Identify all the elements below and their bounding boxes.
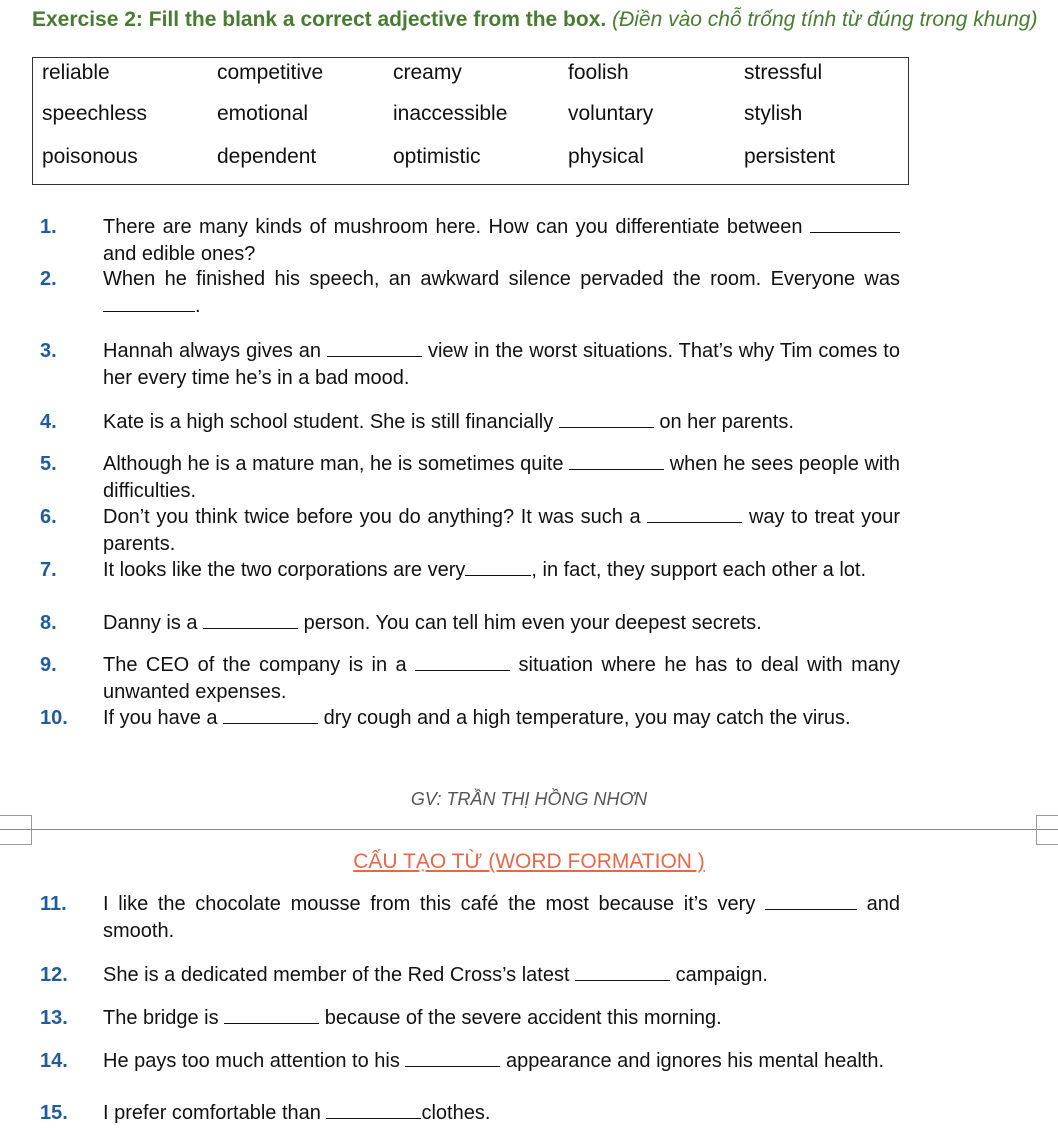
question-text: There are many kinds of mushroom here. How can you differentiate between [103,216,803,238]
answer-blank[interactable] [203,610,298,629]
answer-blank[interactable] [224,1005,319,1024]
question-4 [40,409,900,436]
answer-blank[interactable] [575,962,670,981]
question-number: 14. [40,1050,68,1072]
question-text: If you have a [103,707,218,729]
answer-blank[interactable] [327,338,422,357]
question-number: 13. [40,1007,68,1029]
section-title: CẤU TẠO TỪ (WORD FORMATION ) [353,850,705,873]
teacher-footer: GV: TRẦN THỊ HỒNG NHƠN [410,789,648,809]
question-text: when he sees people with difficulties. [103,453,901,502]
question-5 [40,451,900,505]
word-item: competitive [217,61,324,84]
question-text: dry cough and a high temperature, you may catch the virus. [323,707,851,729]
word-item: stressful [744,61,823,84]
word-item: creamy [393,61,462,84]
word-item: poisonous [42,145,138,168]
question-number: 12. [40,964,68,986]
exercise-title-vietnamese: (Điền vào chỗ trống tính từ đúng trong khung) [612,8,1038,31]
question-text: campaign. [675,964,768,986]
page-corner-left [0,815,32,845]
question-text: Hannah always gives an [103,340,322,362]
word-item: optimistic [393,145,481,168]
question-8 [40,610,900,637]
question-number: 3. [40,340,57,362]
question-text: Danny is a [103,612,198,634]
question-number: 5. [40,453,57,475]
answer-blank[interactable] [647,504,742,523]
question-text: When he finished his speech, an awkward silence pervaded the room. Everyone was [103,268,900,290]
question-text: . [195,295,201,317]
word-item: stylish [744,102,803,125]
word-item: reliable [42,61,110,84]
word-item: inaccessible [393,102,508,125]
word-item: foolish [568,61,629,84]
question-text: situation where he has to deal with many unwanted expenses. [103,654,900,703]
exercise-title [32,6,1052,33]
question-text: on her parents. [659,411,794,433]
question-text: because of the severe accident this morning. [324,1007,722,1029]
question-10 [40,705,900,732]
word-item: speechless [42,102,148,125]
question-text: She is a dedicated member of the Red Cross’s latest [103,964,570,986]
question-13 [40,1005,900,1032]
question-text: clothes. [421,1102,491,1124]
question-text: and smooth. [103,893,901,942]
answer-blank[interactable] [103,293,195,312]
question-14 [40,1048,900,1075]
word-item: dependent [217,145,317,168]
question-2 [40,266,900,320]
question-12 [40,962,900,989]
question-15 [40,1100,900,1127]
question-text: He pays too much attention to his [103,1050,400,1072]
question-number: 2. [40,268,57,290]
question-text: I prefer comfortable than [103,1102,321,1124]
question-number: 4. [40,411,57,433]
answer-blank[interactable] [326,1100,421,1119]
question-text: Although he is a mature man, he is sometimes quite [103,453,564,475]
question-text: appearance and ignores his mental health. [505,1050,885,1072]
question-text: The CEO of the company is in a [103,654,407,676]
question-text: and edible ones? [103,243,256,265]
word-item: physical [568,145,644,168]
question-11 [40,891,900,945]
question-number: 7. [40,559,57,581]
question-text: I like the chocolate mousse from this café the most because it’s very [103,893,756,915]
question-text: Kate is a high school student. She is still financially [103,411,554,433]
word-item: voluntary [568,102,654,125]
word-item: persistent [744,145,836,168]
question-7 [40,557,900,584]
question-9 [40,652,900,706]
question-text: The bridge is [103,1007,219,1029]
answer-blank[interactable] [810,214,900,233]
answer-blank[interactable] [559,409,654,428]
page-divider [0,829,1058,830]
question-number: 1. [40,216,57,238]
question-text: Don’t you think twice before you do anything? It was such a [103,506,641,528]
question-number: 15. [40,1102,68,1124]
question-number: 6. [40,506,57,528]
answer-blank[interactable] [415,652,510,671]
answer-blank[interactable] [569,451,664,470]
answer-blank[interactable] [405,1048,500,1067]
answer-blank[interactable] [765,891,857,910]
page-corner-right [1036,815,1058,845]
question-number: 8. [40,612,57,634]
answer-blank[interactable] [465,557,531,576]
question-text: person. You can tell him even your deepest secrets. [303,612,762,634]
question-number: 9. [40,654,57,676]
question-text: way to treat your parents. [103,506,901,555]
exercise-title-main: Exercise 2: Fill the blank a correct adjective from the box. [32,8,607,31]
question-1 [40,214,900,268]
question-6 [40,504,900,558]
question-text: view in the worst situations. That’s why Tim comes to her every time he’s in a bad mood. [103,340,900,389]
question-text: , in fact, they support each other a lot. [531,559,867,581]
question-3 [40,338,900,392]
word-box [32,57,909,185]
question-number: 11. [40,893,67,915]
answer-blank[interactable] [223,705,318,724]
question-text: It looks like the two corporations are very [103,559,466,581]
word-item: emotional [217,102,309,125]
question-number: 10. [40,707,68,729]
